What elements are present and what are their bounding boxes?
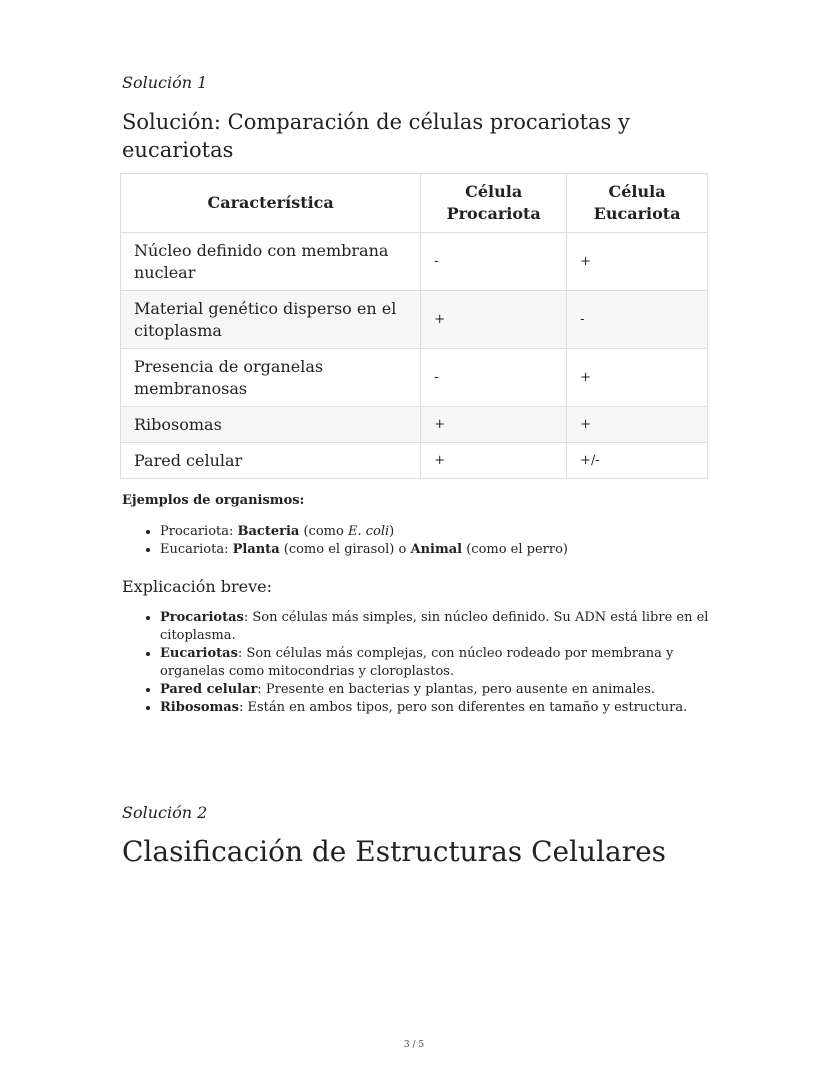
list-item-term: Pared celular (160, 682, 258, 697)
table-header: Célula Procariota (421, 174, 567, 233)
solution-2-label: Solución 2 (122, 803, 208, 822)
list-item-text: : Son células más simples, sin núcleo definido. Su ADN está libre en el citoplasma. (160, 610, 709, 643)
table-cell: + (421, 291, 567, 349)
table-cell: + (421, 407, 567, 443)
table-cell: + (567, 407, 708, 443)
table-cell: - (567, 291, 708, 349)
table-cell: + (567, 233, 708, 291)
table-cell: +/- (567, 443, 708, 479)
list-item (160, 541, 720, 559)
table-cell: Material genético disperso en el citoplasma (121, 291, 421, 349)
list-item-term: Procariotas (160, 610, 244, 625)
list-item-text: (como el perro) (462, 542, 569, 557)
list-item-text: Procariota: (160, 524, 238, 539)
table-header: Característica (121, 174, 421, 233)
table-cell: - (421, 233, 567, 291)
table-row (121, 291, 708, 349)
list-item (160, 699, 720, 717)
list-item-text: ) (389, 524, 395, 539)
solution-2-title: Clasificación de Estructuras Celulares (122, 835, 667, 868)
list-item-text: (como (299, 524, 348, 539)
list-item-term: Planta (232, 542, 280, 557)
table-row (121, 233, 708, 291)
table-cell: Pared celular (121, 443, 421, 479)
table-cell: Presencia de organelas membranosas (121, 349, 421, 407)
list-item-text: Eucariota: (160, 542, 233, 557)
explanation-list (122, 609, 720, 717)
list-item-term: Eucariotas (160, 646, 238, 661)
table-header: Célula Eucariota (567, 174, 708, 233)
list-item (160, 523, 720, 541)
solution-1-label: Solución 1 (122, 73, 208, 92)
explanation-title: Explicación breve: (122, 577, 273, 596)
list-item-text: : Son células más complejas, con núcleo rodeado por membrana y organelas como mitocondrias y cloroplastos. (160, 646, 674, 679)
table-cell: + (567, 349, 708, 407)
table-cell: Ribosomas (121, 407, 421, 443)
list-item-term: Ribosomas (160, 700, 239, 715)
table-header-row (121, 174, 708, 233)
table-row (121, 443, 708, 479)
table-cell: + (421, 443, 567, 479)
list-item (160, 609, 720, 645)
list-item-text: : Están en ambos tipos, pero son diferentes en tamaño y estructura. (239, 700, 688, 715)
table-row (121, 349, 708, 407)
list-item-text: : Presente en bacterias y plantas, pero ausente en animales. (257, 682, 656, 697)
list-item-term: Animal (410, 542, 463, 557)
table-row (121, 407, 708, 443)
page-number: 3 / 5 (403, 1040, 425, 1050)
list-item-text: (como el girasol) o (279, 542, 411, 557)
table-cell: Núcleo definido con membrana nuclear (121, 233, 421, 291)
table-cell: - (421, 349, 567, 407)
list-item-term: Bacteria (237, 524, 300, 539)
examples-title: Ejemplos de organismos: (122, 493, 305, 508)
list-item-species: E. coli (347, 524, 390, 539)
comparison-table (120, 173, 708, 479)
list-item (160, 681, 720, 699)
list-item (160, 645, 720, 681)
examples-list (122, 523, 720, 559)
solution-1-title: Solución: Comparación de células procariotas y eucariotas (122, 110, 630, 162)
